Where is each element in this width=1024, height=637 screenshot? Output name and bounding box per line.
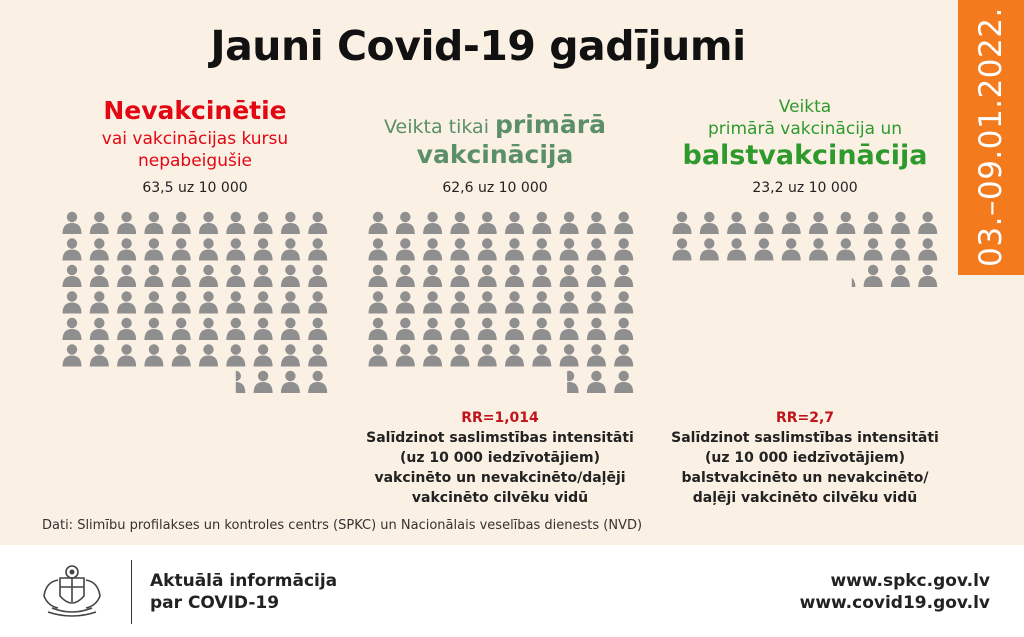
rr-value: RR=1,014 — [461, 410, 539, 426]
person-icon — [226, 344, 245, 366]
person-icon — [782, 212, 801, 234]
person-icon — [532, 212, 551, 234]
rr-block-primary — [355, 408, 645, 508]
rr-line: daļēji vakcinēto cilvēku vidū — [692, 490, 918, 506]
person-icon — [281, 265, 300, 287]
person-icon — [560, 344, 579, 366]
person-icon — [864, 212, 883, 234]
person-icon — [226, 291, 245, 313]
person-icon — [700, 212, 719, 234]
person-icon — [117, 318, 136, 340]
person-icon — [560, 238, 579, 260]
person-icon — [587, 291, 606, 313]
person-icon — [396, 212, 415, 234]
person-icon — [918, 212, 937, 234]
person-icon — [199, 212, 218, 234]
person-icon — [505, 318, 524, 340]
person-icon — [254, 265, 273, 287]
person-icon — [918, 238, 937, 260]
rate-label: 63,5 uz 10 000 — [142, 180, 248, 196]
person-icon — [117, 344, 136, 366]
person-icon — [809, 212, 828, 234]
rr-value: RR=2,7 — [775, 410, 835, 426]
person-icon — [836, 212, 855, 234]
person-icon — [560, 318, 579, 340]
person-icon — [254, 318, 273, 340]
person-icon — [532, 291, 551, 313]
person-icon — [199, 238, 218, 260]
person-icon — [505, 238, 524, 260]
person-icon — [369, 238, 388, 260]
person-icon — [63, 265, 82, 287]
column-heading-main: Nevakcinētie — [103, 96, 287, 125]
person-icon — [587, 212, 606, 234]
rr-line: (uz 10 000 iedzīvotājiem) — [704, 450, 906, 466]
person-icon — [90, 212, 109, 234]
link-spkc[interactable]: www.spkc.gov.lv — [830, 571, 990, 591]
rr-line: vakcinēto cilvēku vidū — [411, 490, 589, 506]
person-icon — [254, 371, 273, 393]
page-title: Jauni Covid-19 gadījumi — [210, 22, 746, 70]
person-icon — [369, 318, 388, 340]
person-icon — [254, 238, 273, 260]
coat-of-arms-icon — [38, 562, 106, 620]
rr-line: (uz 10 000 iedzīvotājiem) — [399, 450, 601, 466]
person-icon — [226, 371, 245, 393]
person-icon — [478, 212, 497, 234]
person-icon — [560, 371, 579, 393]
person-icon — [63, 212, 82, 234]
person-icon — [614, 212, 633, 234]
person-icon — [587, 371, 606, 393]
person-icon — [396, 291, 415, 313]
person-icon — [891, 238, 910, 260]
person-icon — [450, 344, 469, 366]
date-range: 03.–09.01.2022. — [973, 7, 1009, 267]
person-icon — [478, 265, 497, 287]
person-icon — [90, 238, 109, 260]
person-icon — [172, 238, 191, 260]
rate-label: 23,2 uz 10 000 — [752, 180, 858, 196]
person-icon — [505, 291, 524, 313]
person-icon — [587, 344, 606, 366]
person-icon — [117, 265, 136, 287]
person-icon — [614, 291, 633, 313]
person-icon — [199, 318, 218, 340]
column-heading-main: balstvakcinācija — [682, 140, 928, 171]
person-icon — [587, 238, 606, 260]
person-icon — [281, 318, 300, 340]
rr-line: Salīdzinot saslimstības intensitāti — [366, 430, 634, 446]
person-icon — [532, 318, 551, 340]
data-source: Dati: Slimību profilakses un kontroles centrs (SPKC) un Nacionālais veselības dienests (NVD) — [42, 518, 643, 533]
column-heading-sub: vakcinācija — [416, 140, 574, 169]
person-icon — [754, 238, 773, 260]
footer-divider — [131, 560, 132, 624]
person-icon — [809, 238, 828, 260]
person-icon — [532, 265, 551, 287]
rate-label: 62,6 uz 10 000 — [442, 180, 548, 196]
rr-line: balstvakcinēto un nevakcinēto/ — [681, 470, 929, 486]
person-icon — [478, 291, 497, 313]
person-icon — [505, 265, 524, 287]
person-icon — [450, 318, 469, 340]
column-heading-sub: vai vakcinācijas kursu nepabeigušie — [101, 129, 289, 171]
person-icon — [90, 265, 109, 287]
person-icon — [727, 212, 746, 234]
person-icon — [172, 265, 191, 287]
person-icon — [560, 291, 579, 313]
person-icon — [560, 265, 579, 287]
person-icon — [308, 212, 327, 234]
rr-line: Salīdzinot saslimstības intensitāti — [671, 430, 939, 446]
person-icon — [450, 238, 469, 260]
person-icon — [423, 238, 442, 260]
person-icon — [478, 344, 497, 366]
person-icon — [144, 291, 163, 313]
person-icon — [144, 265, 163, 287]
person-icon — [254, 212, 273, 234]
person-icon — [308, 291, 327, 313]
person-icon — [505, 212, 524, 234]
person-icon — [144, 212, 163, 234]
person-icon — [226, 318, 245, 340]
person-icon — [90, 344, 109, 366]
person-icon — [63, 318, 82, 340]
person-icon — [117, 238, 136, 260]
person-icon — [281, 212, 300, 234]
person-icon — [478, 318, 497, 340]
person-icon — [254, 291, 273, 313]
person-icon — [63, 291, 82, 313]
person-icon — [673, 238, 692, 260]
person-icon — [587, 318, 606, 340]
rr-line: vakcinēto un nevakcinēto/daļēji — [374, 470, 626, 486]
rr-block-booster — [660, 408, 950, 508]
person-icon — [918, 265, 937, 287]
person-icon — [782, 238, 801, 260]
person-icon — [560, 212, 579, 234]
person-icon — [369, 291, 388, 313]
person-icon — [423, 344, 442, 366]
person-icon — [199, 265, 218, 287]
person-icon — [423, 318, 442, 340]
person-icon — [423, 212, 442, 234]
person-icon — [369, 265, 388, 287]
person-icon — [308, 265, 327, 287]
person-icon — [144, 344, 163, 366]
person-icon — [226, 238, 245, 260]
person-icon — [396, 318, 415, 340]
person-icon — [172, 212, 191, 234]
person-icon — [172, 318, 191, 340]
person-icon — [587, 265, 606, 287]
person-icon — [727, 238, 746, 260]
person-icon — [396, 344, 415, 366]
person-icon — [396, 238, 415, 260]
person-icon — [396, 265, 415, 287]
person-icon — [532, 238, 551, 260]
person-icon — [144, 318, 163, 340]
person-icon — [614, 318, 633, 340]
person-icon — [505, 344, 524, 366]
person-icon — [478, 238, 497, 260]
person-icon — [614, 238, 633, 260]
person-icon — [308, 371, 327, 393]
column-heading-sub: Veikta primārā vakcinācija un — [707, 97, 903, 139]
link-covid19[interactable]: www.covid19.gov.lv — [799, 593, 990, 613]
person-icon — [700, 238, 719, 260]
person-icon — [891, 265, 910, 287]
person-icon — [369, 212, 388, 234]
person-icon — [199, 344, 218, 366]
person-icon — [281, 371, 300, 393]
person-icon — [63, 344, 82, 366]
person-icon — [891, 212, 910, 234]
person-icon — [369, 344, 388, 366]
column-heading-main: Veikta tikai primārā — [384, 110, 606, 139]
person-icon — [864, 265, 883, 287]
person-icon — [450, 212, 469, 234]
person-icon — [172, 344, 191, 366]
person-icon — [423, 291, 442, 313]
person-icon — [254, 344, 273, 366]
person-icon — [117, 212, 136, 234]
person-icon — [864, 238, 883, 260]
person-icon — [614, 371, 633, 393]
person-icon — [281, 344, 300, 366]
footer-info: Aktuālā informācija par COVID-19 — [150, 571, 338, 613]
person-icon — [450, 265, 469, 287]
person-icon — [281, 291, 300, 313]
person-icon — [90, 318, 109, 340]
person-icon — [532, 344, 551, 366]
person-icon — [614, 344, 633, 366]
footer-urls — [800, 570, 990, 614]
person-icon — [117, 291, 136, 313]
person-icon — [423, 265, 442, 287]
person-icon — [226, 212, 245, 234]
person-icon — [308, 318, 327, 340]
person-icon — [308, 238, 327, 260]
person-icon — [836, 265, 855, 287]
person-icon — [450, 291, 469, 313]
person-icon — [281, 238, 300, 260]
person-icon — [673, 212, 692, 234]
person-icon — [90, 291, 109, 313]
person-icon — [199, 291, 218, 313]
person-icon — [172, 291, 191, 313]
person-icon — [63, 238, 82, 260]
person-icon — [836, 238, 855, 260]
person-icon — [144, 238, 163, 260]
person-icon — [614, 265, 633, 287]
person-icon — [226, 265, 245, 287]
person-icon — [754, 212, 773, 234]
person-icon — [308, 344, 327, 366]
